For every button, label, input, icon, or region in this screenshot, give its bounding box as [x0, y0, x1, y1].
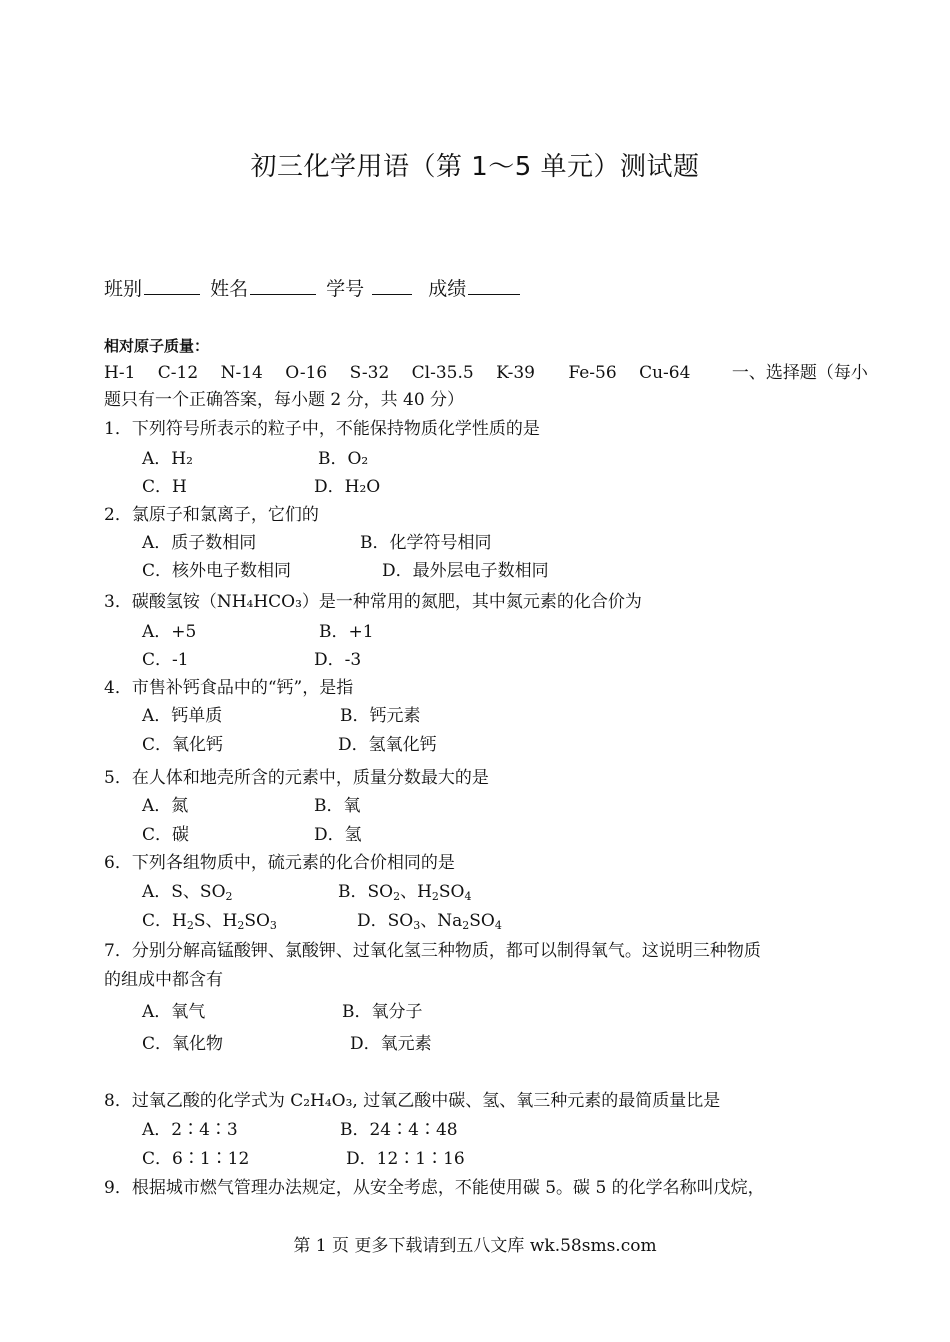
question-6-option-a[interactable]: A．S、$SO_2$ [142, 882, 233, 903]
question-3-option-b[interactable]: B．+1 [319, 622, 374, 642]
question-2-option-b[interactable]: B．化学符号相同 [360, 533, 492, 553]
mass-item: K-39 [496, 363, 535, 383]
page-title: 初三化学用语（第 1～5 单元）测试题 [250, 152, 700, 182]
section-intro-continued: 题只有一个正确答案，每小题 2 分，共 40 分） [104, 390, 465, 410]
question-2-option-d[interactable]: D．最外层电子数相同 [382, 561, 549, 581]
mass-item: Fe-56 [568, 363, 617, 383]
mass-item: Cl-35.5 [411, 363, 474, 383]
question-5-stem: 5．在人体和地壳所含的元素中，质量分数最大的是 [104, 768, 489, 788]
question-2-stem: 2．氯原子和氯离子，它们的 [104, 505, 319, 525]
question-8-option-b[interactable]: B．24∶4∶48 [340, 1120, 458, 1140]
question-3-option-c[interactable]: C．-1 [142, 650, 189, 670]
question-4-option-a[interactable]: A．钙单质 [142, 706, 223, 726]
question-6-option-c[interactable]: C．$H_2S$、$H_2SO_3$ [142, 911, 277, 932]
class-label: 班别 [104, 278, 143, 300]
question-5-option-c[interactable]: C．碳 [142, 825, 190, 845]
question-5-option-d[interactable]: D．氢 [314, 825, 362, 845]
question-2-option-c[interactable]: C．核外电子数相同 [142, 561, 292, 581]
mass-item: O-16 [285, 363, 328, 383]
question-7-stem-continued: 的组成中都含有 [104, 970, 223, 990]
question-1-option-c[interactable]: C．H [142, 477, 187, 497]
question-4-option-b[interactable]: B．钙元素 [340, 706, 421, 726]
mass-item: N-14 [220, 363, 263, 383]
question-4-stem: 4．市售补钙食品中的“钙”，是指 [104, 678, 354, 698]
mass-item: C-12 [157, 363, 199, 383]
question-1-option-d[interactable]: D．H₂O [314, 477, 381, 497]
question-8-option-a[interactable]: A．2∶4∶3 [142, 1120, 238, 1140]
question-8-option-c[interactable]: C．6∶1∶12 [142, 1149, 250, 1169]
page-footer: 第 1 页 更多下载请到五八文库 wk.58sms.com [293, 1236, 657, 1256]
question-6-stem: 6．下列各组物质中，硫元素的化合价相同的是 [104, 853, 455, 873]
section-intro: 一、选择题（每小 [731, 363, 868, 383]
question-7-option-b[interactable]: B．氧分子 [342, 1002, 423, 1022]
class-blank[interactable] [144, 276, 200, 295]
relative-mass-list [104, 362, 868, 384]
question-1-option-a[interactable]: A．H₂ [142, 449, 193, 469]
question-8-option-d[interactable]: D．12∶1∶16 [346, 1149, 465, 1169]
name-label: 姓名 [210, 278, 249, 300]
question-7-stem: 7．分别分解高锰酸钾、氯酸钾、过氧化氢三种物质，都可以制得氧气。这说明三种物质 [104, 941, 761, 961]
question-2-option-a[interactable]: A．质子数相同 [142, 533, 257, 553]
question-4-option-d[interactable]: D．氢氧化钙 [338, 735, 437, 755]
question-9-stem: 9．根据城市燃气管理办法规定，从安全考虑，不能使用碳 5。碳 5 的化学名称叫戊烷， [104, 1178, 765, 1198]
relative-mass-heading: 相对原子质量： [104, 337, 210, 355]
question-8-stem: 8．过氧乙酸的化学式为 C₂H₄O₃, 过氧乙酸中碳、氢、氧三种元素的最简质量比是 [104, 1091, 721, 1111]
student-info-line [104, 274, 524, 301]
question-1-option-b[interactable]: B．O₂ [318, 449, 369, 469]
number-label: 学号 [326, 278, 365, 300]
question-5-option-b[interactable]: B．氧 [314, 796, 361, 816]
question-5-option-a[interactable]: A．氮 [142, 796, 189, 816]
mass-item: S-32 [349, 363, 390, 383]
question-6-option-d[interactable]: D．$SO_3$、$Na_2SO_4$ [357, 911, 502, 932]
question-1-stem: 1．下列符号所表示的粒子中，不能保持物质化学性质的是 [104, 419, 540, 439]
question-3-option-d[interactable]: D．-3 [314, 650, 362, 670]
score-label: 成绩 [428, 278, 467, 300]
question-3-stem: 3．碳酸氢铵（NH₄HCO₃）是一种常用的氮肥，其中氮元素的化合价为 [104, 592, 642, 612]
question-7-option-c[interactable]: C．氧化物 [142, 1034, 224, 1054]
number-blank[interactable] [372, 276, 412, 295]
mass-item: H-1 [104, 363, 136, 383]
question-3-option-a[interactable]: A．+5 [142, 622, 197, 642]
question-7-option-d[interactable]: D．氧元素 [350, 1034, 432, 1054]
mass-item: Cu-64 [639, 363, 691, 383]
question-4-option-c[interactable]: C．氧化钙 [142, 735, 224, 755]
score-blank[interactable] [468, 276, 520, 295]
question-7-option-a[interactable]: A．氧气 [142, 1002, 206, 1022]
question-6-option-b[interactable]: B．$SO_2$、$H_2SO_4$ [338, 882, 472, 903]
name-blank[interactable] [250, 276, 316, 295]
